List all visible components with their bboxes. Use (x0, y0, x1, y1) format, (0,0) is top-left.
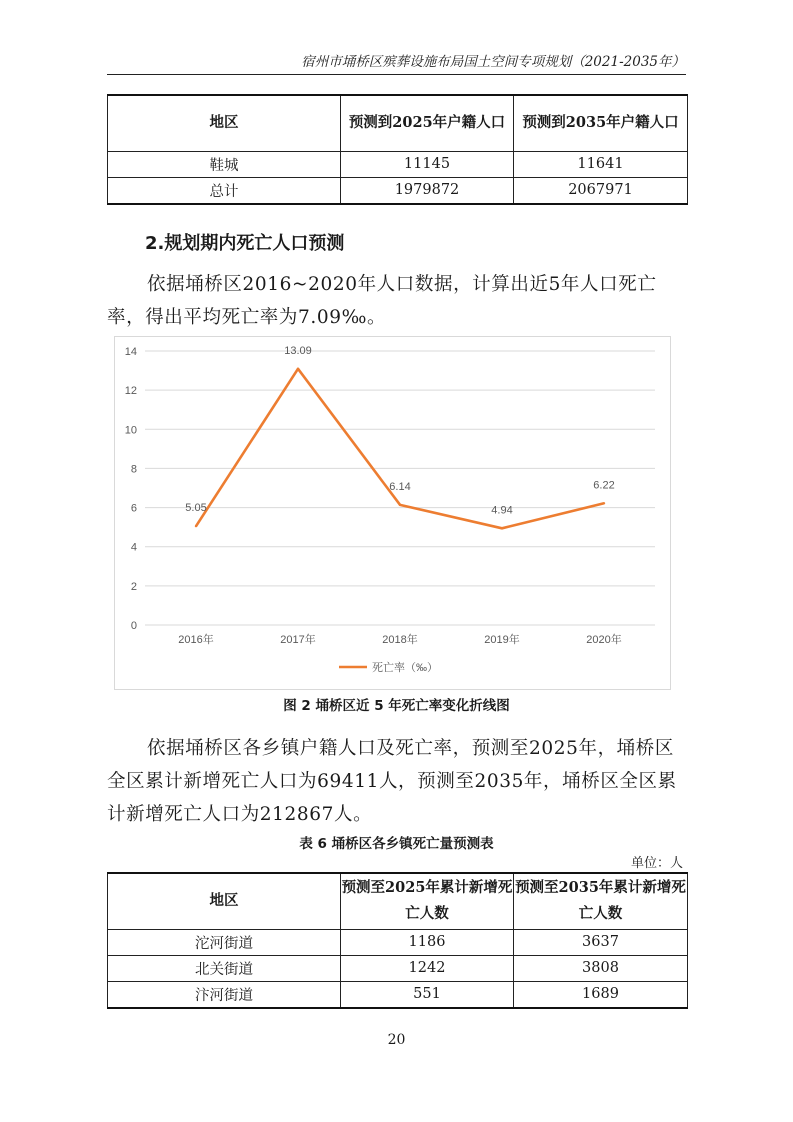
chart-svg (115, 337, 670, 689)
death-forecast-table (107, 872, 688, 1009)
legend-label: 死亡率（‰） (372, 662, 438, 674)
y-tick-label: 8 (130, 463, 137, 476)
x-tick-label: 2016年 (178, 634, 214, 646)
table1-cell: 2067971 (514, 177, 688, 204)
body-paragraph: 依据埇桥区2016~2020年人口数据，计算出近5年人口死亡率，得出平均死亡率为7.09‰。 (107, 274, 657, 328)
table2-header-2025: 预测至2025年累计新增死亡人数 (341, 873, 514, 929)
y-tick-label: 4 (130, 541, 137, 554)
section-heading: 2.规划期内死亡人口预测 (145, 233, 345, 254)
x-tick-label: 2017年 (280, 634, 316, 646)
table2-cell: 汴河街道 (108, 981, 341, 1008)
running-header: 宿州市埇桥区殡葬设施布局国土空间专项规划（2021-2035年） (301, 54, 685, 70)
population-table (107, 94, 688, 205)
y-tick-label: 14 (124, 346, 137, 358)
table1-header-2035: 预测到2035年户籍人口 (514, 95, 688, 151)
unit-label: 单位：人 (630, 856, 683, 871)
data-label: 6.22 (593, 479, 615, 492)
x-tick-label: 2020年 (586, 634, 622, 646)
x-tick-label: 2019年 (484, 634, 520, 646)
death-rate-line-chart (114, 336, 671, 690)
table2-cell: 1186 (341, 929, 514, 955)
table-row (108, 955, 688, 981)
data-point (195, 525, 197, 527)
data-point (399, 504, 401, 506)
y-tick-label: 12 (124, 385, 137, 398)
table-row (108, 151, 688, 177)
data-label: 6.14 (389, 480, 411, 493)
data-point (297, 368, 299, 370)
table-row (108, 981, 688, 1008)
table2-cell: 551 (341, 981, 514, 1008)
table1-cell: 11145 (341, 151, 514, 177)
table-row (108, 929, 688, 955)
y-tick-label: 10 (124, 424, 137, 437)
body-paragraph: 依据埇桥区各乡镇户籍人口及死亡率，预测至2025年，埇桥区全区累计新增死亡人口为69411人，预测至2035年，埇桥区全区累计新增死亡人口为212867人。 (107, 738, 677, 825)
table2-cell: 3808 (514, 955, 688, 981)
table1-header-2025: 预测到2025年户籍人口 (341, 95, 514, 151)
table1-cell: 11641 (514, 151, 688, 177)
table-row (108, 177, 688, 204)
table1-header-region: 地区 (108, 95, 341, 151)
header-rule (107, 74, 686, 75)
table2-header-region: 地区 (108, 873, 341, 929)
table1-cell: 1979872 (341, 177, 514, 204)
table-caption: 表 6 埇桥区各乡镇死亡量预测表 (299, 836, 494, 852)
data-label: 13.09 (284, 344, 312, 357)
table2-header-2035: 预测至2035年累计新增死亡人数 (514, 873, 688, 929)
table1-cell: 总计 (108, 177, 341, 204)
y-tick-label: 6 (130, 502, 137, 515)
x-tick-label: 2018年 (382, 634, 418, 646)
table2-cell: 3637 (514, 929, 688, 955)
data-point (501, 527, 503, 529)
table2-cell: 1689 (514, 981, 688, 1008)
data-point (603, 502, 605, 504)
data-label: 5.05 (185, 502, 207, 515)
page-number: 20 (387, 1032, 406, 1048)
figure-caption: 图 2 埇桥区近 5 年死亡率变化折线图 (283, 698, 510, 714)
table2-cell: 1242 (341, 955, 514, 981)
data-label: 4.94 (491, 504, 513, 517)
y-tick-label: 2 (130, 580, 137, 593)
table1-cell: 鞋城 (108, 151, 341, 177)
table2-cell: 北关街道 (108, 955, 341, 981)
table2-cell: 沱河街道 (108, 929, 341, 955)
y-tick-label: 0 (130, 620, 137, 632)
